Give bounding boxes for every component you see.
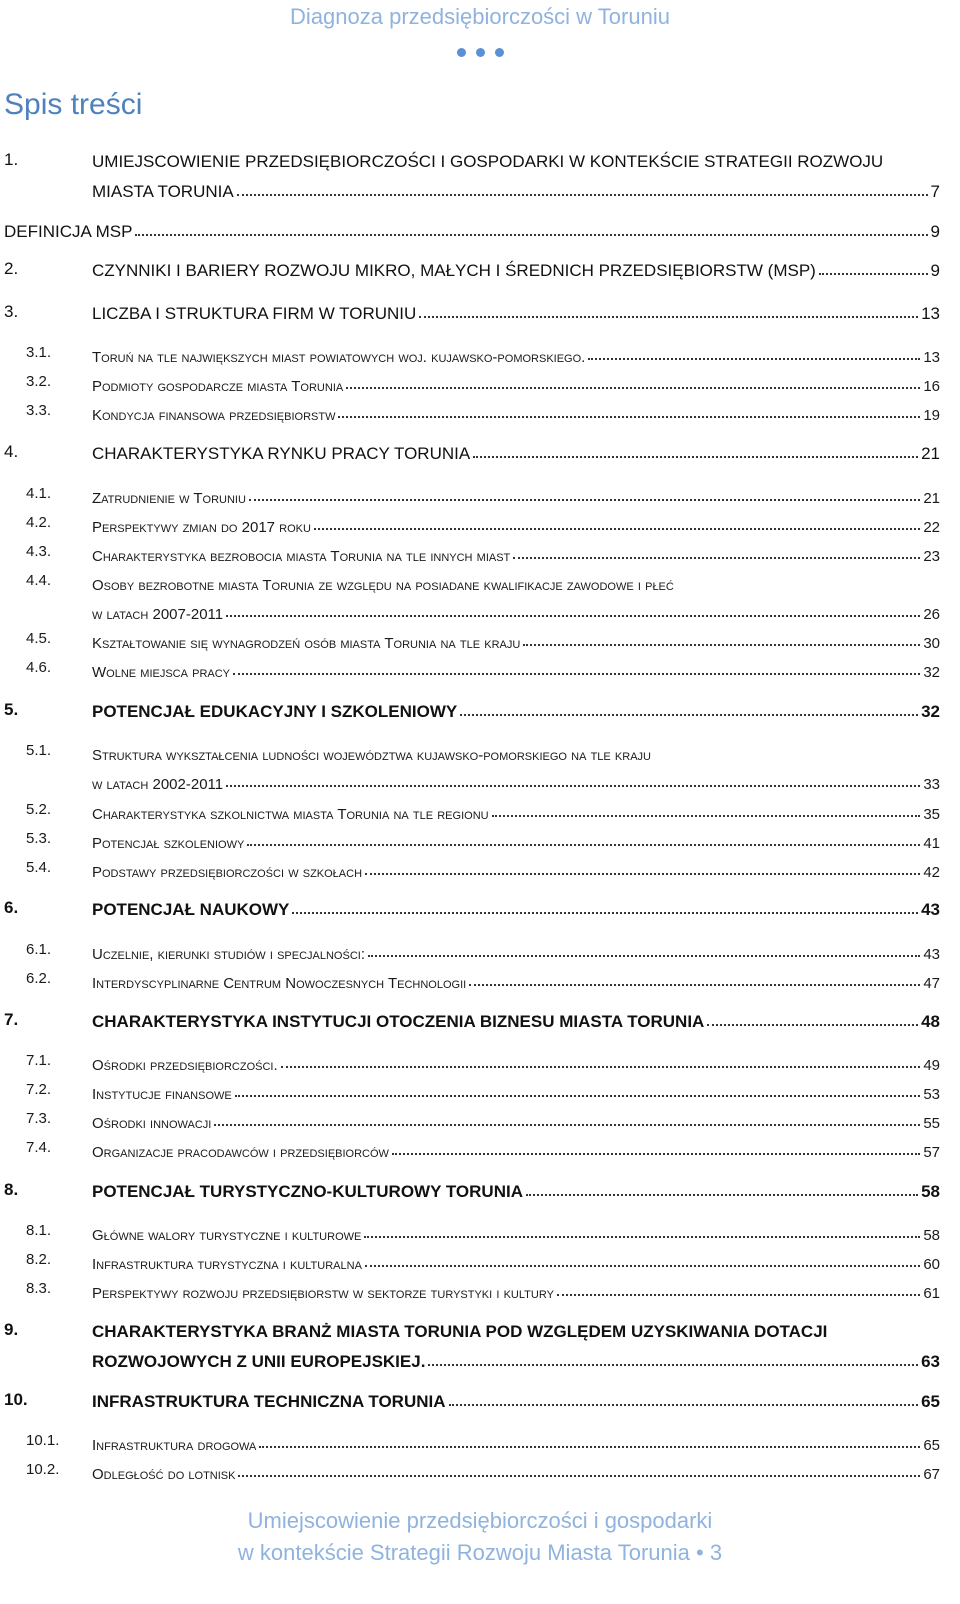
toc-entry-title: LICZBA I STRUKTURA FIRM W TORUNIU xyxy=(92,304,417,323)
dot-leader xyxy=(428,1364,918,1366)
dot-leader xyxy=(259,1446,920,1448)
dot-leader xyxy=(469,984,920,986)
toc-entry-title: Charakterystyka bezrobocia miasta Torunia na tle innych miast xyxy=(92,548,511,565)
toc-entry-title: INFRASTRUKTURA TECHNICZNA TORUNIA xyxy=(92,1392,446,1411)
toc-entry-title: w latach 2007-2011 xyxy=(92,606,224,623)
toc-entry-page: 9 xyxy=(930,222,940,241)
toc-entry-title: CHARAKTERYSTYKA RYNKU PRACY TORUNIA xyxy=(92,444,471,463)
dot-leader xyxy=(526,1194,918,1196)
toc-entry-title: MIASTA TORUNIA xyxy=(92,182,234,201)
toc-entry-page: 13 xyxy=(921,304,940,323)
dot-leader xyxy=(314,528,920,530)
dot-leader xyxy=(365,1265,920,1267)
toc-entry-page: 26 xyxy=(923,606,940,623)
toc-entry-page: 16 xyxy=(923,378,940,395)
footer-text: w kontekście Strategii Rozwoju Miasta Torunia xyxy=(237,1540,690,1565)
dot-leader xyxy=(237,194,928,196)
toc-entry-page: 33 xyxy=(923,776,940,793)
toc-entry-page: 57 xyxy=(923,1144,940,1161)
toc-entry-title: Podmioty gospodarcze miasta Torunia xyxy=(92,378,344,395)
dot-leader xyxy=(523,644,920,646)
dot-leader xyxy=(557,1294,920,1296)
dot-leader xyxy=(233,673,920,675)
toc-entry-title: Podstawy przedsiębiorczości w szkołach xyxy=(92,864,363,881)
dot-leader xyxy=(135,234,927,236)
toc-entry-page: 9 xyxy=(930,261,940,280)
dot-leader xyxy=(365,873,920,875)
toc-entry-title: POTENCJAŁ NAUKOWY xyxy=(92,900,290,919)
dot-leader xyxy=(249,499,920,501)
dot-leader xyxy=(707,1024,918,1026)
toc-entry-page: 7 xyxy=(930,182,940,201)
toc-entry-page: 22 xyxy=(923,519,940,536)
dot-leader xyxy=(292,912,918,914)
toc-entry-title: Infrastruktura turystyczna i kulturalna xyxy=(92,1256,362,1273)
toc-entry-page: 58 xyxy=(923,1227,940,1244)
toc-entry-page: 49 xyxy=(923,1057,940,1074)
page-number: 3 xyxy=(709,1540,723,1565)
toc-entry-page: 41 xyxy=(923,835,940,852)
toc-entry-title: Kondycja finansowa przedsiębiorstw xyxy=(92,407,336,424)
toc-entry-title: CHARAKTERYSTYKA BRANŻ MIASTA TORUNIA POD WZGLĘDEM UZYSKIWANIA DOTACJI xyxy=(92,1322,828,1341)
toc-entry-page: 53 xyxy=(923,1086,940,1103)
toc-entry-page: 21 xyxy=(921,444,940,463)
toc-entry-title: CHARAKTERYSTYKA INSTYTUCJI OTOCZENIA BIZNESU MIASTA TORUNIA xyxy=(92,1012,705,1031)
toc-entry-title: Ośrodki przedsiębiorczości. xyxy=(92,1057,278,1074)
footer-line-1: Umiejscowienie przedsiębiorczości i gospodarki xyxy=(247,1508,713,1533)
dot-leader xyxy=(419,316,918,318)
toc-entry-page: 30 xyxy=(923,635,940,652)
dot-leader xyxy=(364,1236,920,1238)
dot-leader xyxy=(460,714,918,716)
toc-entry-page: 55 xyxy=(923,1115,940,1132)
toc-entry-page: 60 xyxy=(923,1256,940,1273)
toc-entry-title: w latach 2002-2011 xyxy=(92,776,224,793)
table-of-contents: 1. UMIEJSCOWIENIE PRZEDSIĘBIORCZOŚCI I GOSPODARKI W KONTEKŚCIE STRATEGII ROZWOJU MIASTA TORUNIA 7 DEFINICJA MSP 9 2. CZYNNIKI I BARIERY ROZWOJU MIKRO, MAŁYCH I ŚREDNICH PRZEDSIĘBIORSTW (MSP) 9 3. LICZBA I STRUKTURA FIRM W TORUNIU 13 3.1. Toruń na tle największych miast powiatowych woj. kujawsko-pomorskiego. 13 3.2. Podmioty gospodarcze miasta Torunia 16 3.3. Kondycja finansowa przedsiębiorstw 19 4. CHARAKTERYSTYKA RYNKU PRACY TORUNIA 21 4.1. Zatrudnienie w Toruniu 21 4.2. Perspektywy zmian do 2017 roku 22 4.3. Charakterystyka bezrobocia miasta Torunia na tle innych miast 23 4.4. Osoby bezrobotne miasta Torunia ze względu na posiadane kwalifikacje zawodowe i płeć w latach 2007-2011 26 4.5. Kształtowanie się wynagrodzeń osób miasta Torunia na tle kraju 30 4.6. Wolne miejsca pracy 32 5. POTENCJAŁ EDUKACYJNY I SZKOLENIOWY 32 5.1. Struktura wykształcenia ludności województwa kujawsko-pomorskiego na tle kraju w latach 2002-2011 33 5.2. Charakterystyka szkolnictwa miasta Torunia na tle regionu 35 5.3. Potencjał szkoleniowy 41 5.4. Podstawy przedsiębiorczości w szkołach 42 6. POTENCJAŁ NAUKOWY 43 6.1. Uczelnie, kierunki studiów i specjalności: 43 6.2. Interdyscyplinarne Centrum Nowoczesnych Technologii 47 7. CHARAKTERYSTYKA INSTYTUCJI OTOCZENIA BIZNESU MIASTA TORUNIA 48 7.1. Ośrodki przedsiębiorczości. 49 7.2. Instytucje finansowe 53 7.3. Ośrodki innowacji 55 7.4. Organizacje pracodawców i przedsiębiorców 57 8. POTENCJAŁ TURYSTYCZNO-KULTUROWY TORUNIA 58 8.1. Główne walory turystyczne i kulturowe 58 8.2. Infrastruktura turystyczna i kulturalna 60 8.3. Perspektywy rozwoju przedsiębiorstw w sektorze turystyki i kultury 61 9. CHARAKTERYSTYKA BRANŻ MIASTA TORUNIA POD WZGLĘDEM UZYSKIWANIA DOTACJI ROZWOJOWYCH Z UNII EUROPEJSKIEJ. 63 10. INFRASTRUKTURA TECHNICZNA TORUNIA 65 10.1. Infrastruktura drogowa 65 10.2. Odległość do lotnisk 67 xyxy=(4,150,940,1483)
dot-leader xyxy=(281,1066,921,1068)
toc-entry-page: 65 xyxy=(923,1437,940,1454)
toc-entry-title: Organizacje pracodawców i przedsiębiorców xyxy=(92,1144,389,1161)
toc-entry-title: Perspektywy zmian do 2017 roku xyxy=(92,519,311,536)
running-header: Diagnoza przedsiębiorczości w Toruniu xyxy=(290,4,670,29)
bullet-icon: • xyxy=(696,1540,710,1565)
toc-entry-title: Odległość do lotnisk xyxy=(92,1466,236,1483)
footer-line-2 xyxy=(0,1540,960,1566)
toc-entry-title: UMIEJSCOWIENIE PRZEDSIĘBIORCZOŚCI I GOSPODARKI W KONTEKŚCIE STRATEGII ROZWOJU xyxy=(92,152,884,171)
toc-entry-page: 47 xyxy=(923,975,940,992)
dot-leader xyxy=(247,844,920,846)
dot-leader xyxy=(473,456,918,458)
toc-entry-title: Osoby bezrobotne miasta Torunia ze względu na posiadane kwalifikacje zawodowe i płeć xyxy=(92,577,674,594)
toc-entry-title: Infrastruktura drogowa xyxy=(92,1437,257,1454)
toc-entry-title: CZYNNIKI I BARIERY ROZWOJU MIKRO, MAŁYCH I ŚREDNICH PRZEDSIĘBIORSTW (MSP) xyxy=(92,261,816,280)
toc-entry-title: Główne walory turystyczne i kulturowe xyxy=(92,1227,362,1244)
toc-entry-title: Ośrodki innowacji xyxy=(92,1115,212,1132)
dot-leader xyxy=(226,615,920,617)
toc-entry-title: Struktura wykształcenia ludności województwa kujawsko-pomorskiego na tle kraju xyxy=(92,747,651,764)
dot-leader xyxy=(588,358,920,360)
toc-entry-title: ROZWOJOWYCH Z UNII EUROPEJSKIEJ. xyxy=(92,1352,426,1371)
dot-leader xyxy=(238,1475,920,1477)
toc-entry-page: 67 xyxy=(923,1466,940,1483)
toc-entry-page: 32 xyxy=(923,664,940,681)
toc-entry-page: 48 xyxy=(921,1012,940,1031)
toc-entry-page: 43 xyxy=(921,900,940,919)
toc-entry-page: 58 xyxy=(921,1182,940,1201)
toc-entry-title: Toruń na tle największych miast powiatowych woj. kujawsko-pomorskiego. xyxy=(92,349,586,366)
toc-entry-page: 13 xyxy=(923,349,940,366)
toc-entry-page: 63 xyxy=(921,1352,940,1371)
toc-entry-page: 21 xyxy=(923,490,940,507)
dot-leader xyxy=(513,557,920,559)
dot-leader xyxy=(346,387,920,389)
toc-entry-page: 35 xyxy=(923,806,940,823)
toc-entry-title: POTENCJAŁ EDUKACYJNY I SZKOLENIOWY xyxy=(92,702,458,721)
toc-entry-page: 65 xyxy=(921,1392,940,1411)
dot-leader xyxy=(214,1124,920,1126)
toc-entry-title: DEFINICJA MSP xyxy=(4,222,133,241)
toc-entry-page: 42 xyxy=(923,864,940,881)
toc-entry-title: Charakterystyka szkolnictwa miasta Torunia na tle regionu xyxy=(92,806,489,823)
toc-entry-title: Potencjał szkoleniowy xyxy=(92,835,245,852)
toc-entry-title: POTENCJAŁ TURYSTYCZNO-KULTUROWY TORUNIA xyxy=(92,1182,523,1201)
toc-entry-page: 32 xyxy=(921,702,940,721)
toc-entry-title: Instytucje finansowe xyxy=(92,1086,232,1103)
toc-entry-title: Perspektywy rozwoju przedsiębiorstw w sektorze turystyki i kultury xyxy=(92,1285,554,1302)
toc-entry-page: 43 xyxy=(923,946,940,963)
toc-entry-page: 23 xyxy=(923,548,940,565)
toc-entry-title: Wolne miejsca pracy xyxy=(92,664,231,681)
toc-entry-page: 61 xyxy=(923,1285,940,1302)
dot-leader xyxy=(235,1095,921,1097)
toc-heading: Spis treści xyxy=(4,88,143,121)
dot-leader xyxy=(338,416,920,418)
dot-leader xyxy=(368,955,920,957)
dot-leader xyxy=(492,815,921,817)
dot-leader xyxy=(392,1153,920,1155)
dot-leader xyxy=(226,785,920,787)
dot-leader xyxy=(449,1404,919,1406)
toc-entry-title: Zatrudnienie w Toruniu xyxy=(92,490,246,507)
toc-entry-title: Interdyscyplinarne Centrum Nowoczesnych Technologii xyxy=(92,975,467,992)
toc-entry-title: Kształtowanie się wynagrodzeń osób miasta Torunia na tle kraju xyxy=(92,635,521,652)
dot-leader xyxy=(819,273,928,275)
toc-entry-title: Uczelnie, kierunki studiów i specjalności: xyxy=(92,946,365,963)
toc-entry-page: 19 xyxy=(923,407,940,424)
